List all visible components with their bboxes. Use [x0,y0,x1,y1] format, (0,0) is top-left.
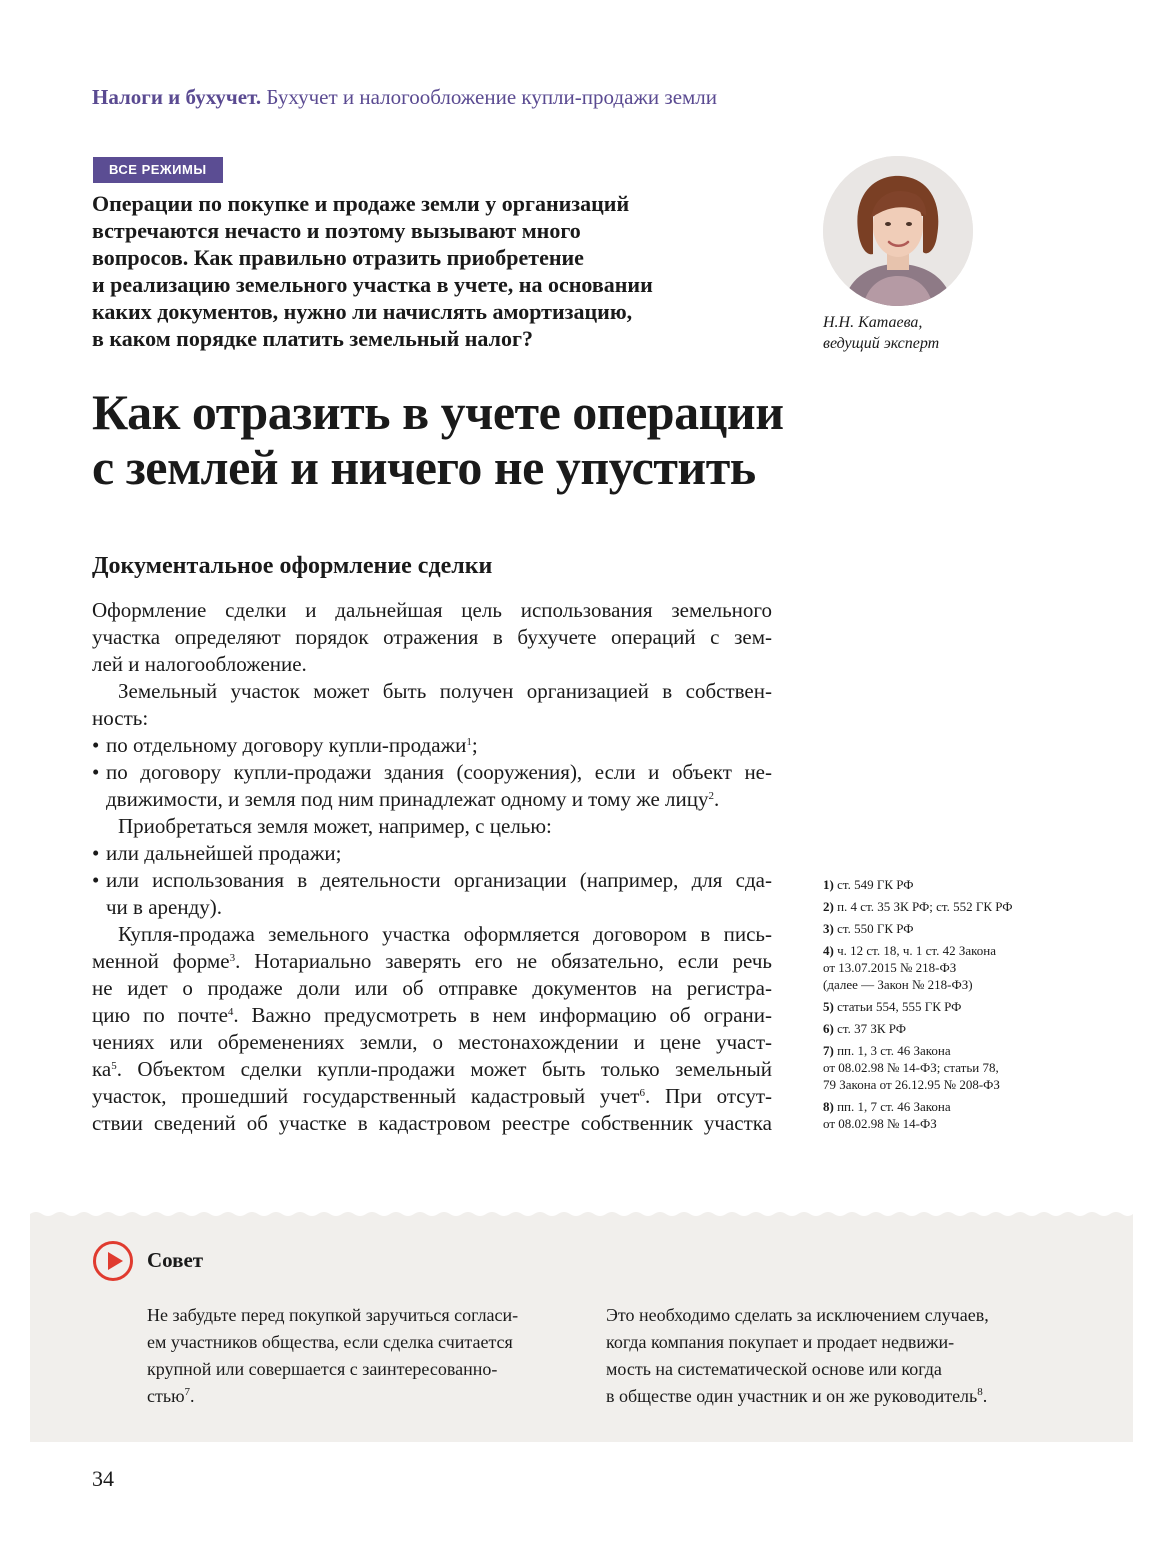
footnote-text: ст. 37 ЗК РФ [837,1021,907,1036]
lead-paragraph [92,190,782,352]
body-line: Приобретаться земля может, например, с целью: [118,814,552,838]
body-text-part: менной форме [92,949,230,973]
body-text-part: . При отсут- [644,1084,772,1108]
tip-title: Совет [147,1248,204,1272]
tip-line: ем участников общества, если сделка считается [147,1332,513,1352]
lead-line: встречаются нечасто и поэтому вызывают много [92,218,581,243]
header-section: Налоги и бухучет. [92,85,262,109]
section-subtitle: Документальное оформление сделки [92,553,493,579]
footnote-ref: 3 [229,952,236,964]
lead-line: Операции по покупке и продаже земли у организаций [92,191,630,216]
list-item: • или использования в деятельности организации (например, для сда- [92,867,772,894]
play-circle-icon [92,1240,134,1282]
footnote-number: 7) [823,1043,834,1058]
body-text-part: ка [92,1057,112,1081]
footnote-text: ст. 550 ГК РФ [837,921,914,936]
footnote [823,920,1083,937]
list-item-punct: ; [471,733,478,757]
footnote-ref: 8 [977,1386,983,1398]
footnote-ref: 4 [227,1006,234,1018]
body-line: чениях или обременениях земли, о местонахождении и цене участ- [92,1030,772,1054]
footnote-text: статьи 554, 555 ГК РФ [837,999,962,1014]
list-item [92,732,772,759]
tip-line [147,1383,567,1410]
footnote-text: пп. 1, 7 ст. 46 Закона [837,1099,951,1114]
footnote [823,1098,1083,1132]
tip-text: в обществе один участник и он же руководитель [606,1386,978,1406]
tip-line: когда компания покупает и продает недвижи- [606,1332,955,1352]
tip-line: Это необходимо сделать за исключением случаев, [606,1305,989,1325]
body-line: не идет о продаже доли или об отправке документов на регистра- [92,976,772,1000]
body-line [92,1083,772,1110]
footnote-text: от 08.02.98 № 14-ФЗ; статьи 78, [823,1060,999,1075]
body-line: Купля-продажа земельного участка оформляется договором в пись- [118,922,772,946]
footnote [823,876,1083,893]
footnote-number: 3) [823,921,834,936]
footnote-text: (далее — Закон № 218-ФЗ) [823,977,973,992]
footnote-ref: 5 [111,1060,117,1072]
tip-line: крупной или совершается с заинтересованно- [147,1359,498,1379]
tip-line: Не забудьте перед покупкой заручиться согласи- [147,1305,519,1325]
body-line [92,1056,772,1083]
body-text-part: . Объектом сделки купли-продажи может быть только земельный [116,1057,772,1081]
body-line: лей и налогообложение. [92,652,307,676]
footnote-ref: 1 [466,736,472,748]
lead-line: в каком порядке платить земельный налог? [92,326,533,351]
footnote-ref: 6 [639,1087,645,1099]
list-item-text: движимости, и земля под ним принадлежат одному и тому же лицу [106,787,709,811]
body-line: ность: [92,706,149,730]
footnote-text: от 08.02.98 № 14-ФЗ [823,1116,937,1131]
body-text-part: цию по почте [92,1003,228,1027]
author-role: ведущий эксперт [823,335,940,352]
footnote-number: 5) [823,999,834,1014]
list-item-text: по отдельному договору купли-продажи [106,733,467,757]
title-line: Как отразить в учете операции [92,384,784,440]
list-item: • или дальнейшей продажи; [92,840,772,867]
footnote-number: 4) [823,943,834,958]
author-caption [823,312,1023,354]
tip-punct: . [190,1386,195,1406]
running-header [92,84,717,110]
body-line [92,1002,772,1029]
footnote [823,1020,1083,1037]
footnote-number: 2) [823,899,834,914]
header-topic: Бухучет и налогообложение купли-продажи земли [266,85,718,109]
footnote-number: 8) [823,1099,834,1114]
list-item-punct: . [713,787,720,811]
tip-punct: . [982,1386,988,1406]
lead-line: каких документов, нужно ли начислять амортизацию, [92,299,633,324]
footnote-text: ч. 12 ст. 18, ч. 1 ст. 42 Закона [837,943,997,958]
tip-column-left [147,1302,567,1410]
tip-line: мость на систематической основе или когда [606,1359,942,1379]
article-title [92,385,992,495]
body-line [92,948,772,975]
footnote [823,1042,1083,1093]
article-body [92,597,772,1137]
footnote [823,942,1083,993]
list-item-continuation [92,786,772,813]
footnote-number: 1) [823,877,834,892]
body-line: ствии сведений об участке в кадастровом реестре собственник участка [92,1111,772,1135]
page-number: 34 [92,1466,114,1491]
footnote-ref: 2 [708,790,714,802]
footnote-text: п. 4 ст. 35 ЗК РФ; ст. 552 ГК РФ [837,899,1013,914]
body-line: участка определяют порядок отражения в бухучете операций с зем- [92,625,772,649]
author-photo [823,156,973,306]
tip-line [606,1383,1046,1410]
footnote-text: 79 Закона от 26.12.95 № 208-ФЗ [823,1077,1000,1092]
footnotes [823,876,1083,1137]
body-text-part: . Нотариально заверять его не обязательно, если речь [235,949,772,973]
footnote-ref: 7 [184,1386,191,1398]
author-name: Н.Н. Катаева, [823,314,923,331]
title-line: с землей и ничего не упустить [92,439,756,495]
body-line: Земельный участок может быть получен организацией в собствен- [118,679,772,703]
list-item: • по договору купли-продажи здания (сооружения), если и объект не- [92,759,772,786]
tip-column-right [606,1302,1046,1410]
footnote-text: пп. 1, 3 ст. 46 Закона [837,1043,951,1058]
footnote [823,998,1083,1015]
body-text-part: . Важно предусмотреть в нем информацию об ограни- [233,1003,772,1027]
body-text-part: участок, прошедший государственный кадастровый учет [92,1084,640,1108]
author-portrait-illustration [823,156,973,306]
footnote-text: ст. 549 ГК РФ [837,877,914,892]
list-item-continuation: чи в аренду). [106,895,223,919]
tip-text: стью [147,1386,185,1406]
footnote-text: от 13.07.2015 № 218-ФЗ [823,960,957,975]
lead-line: и реализацию земельного участка в учете, на основании [92,272,653,297]
regime-badge: ВСЕ РЕЖИМЫ [93,157,223,183]
tip-box-torn-edge [30,1210,1133,1218]
footnote-number: 6) [823,1021,834,1036]
lead-line: вопросов. Как правильно отразить приобретение [92,245,584,270]
footnote [823,898,1083,915]
body-line: Оформление сделки и дальнейшая цель использования земельного [92,598,772,622]
